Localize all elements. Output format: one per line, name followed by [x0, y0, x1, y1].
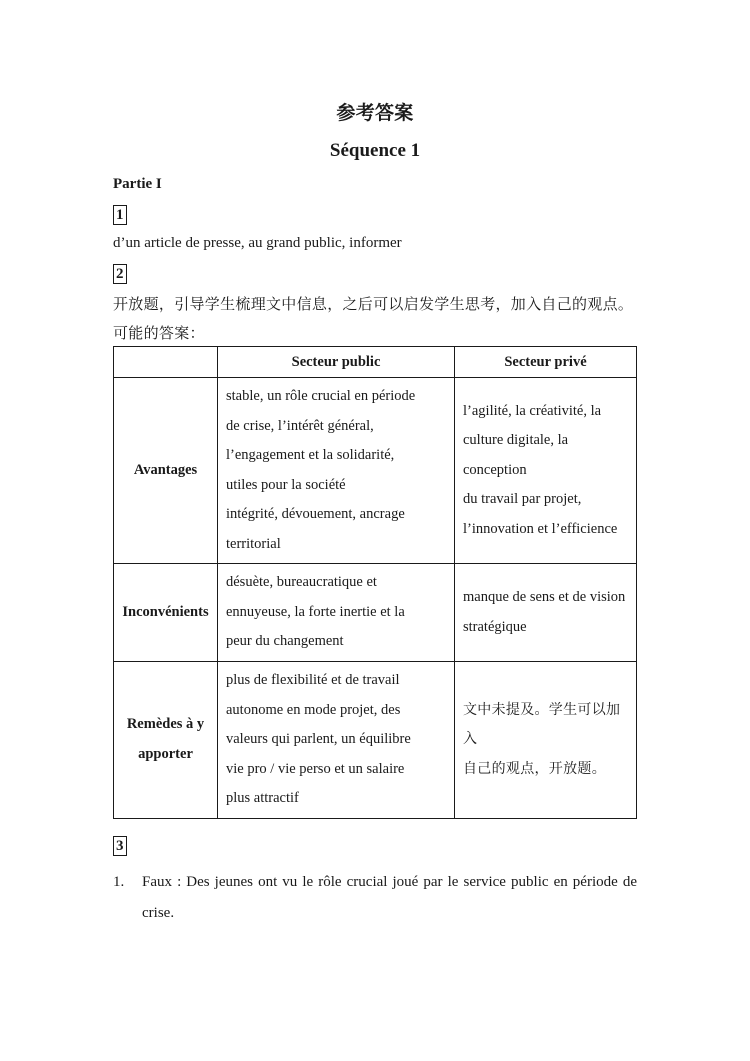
avantages-prive-cell [455, 378, 637, 564]
question-2-instruction: 开放题，引导学生梳理文中信息，之后可以启发学生思考，加入自己的观点。 [113, 295, 634, 313]
cell-line: peur du changement [226, 633, 344, 650]
cell-line: intégrité, dévouement, ancrage [226, 506, 405, 522]
cell-line: du travail par projet, [463, 491, 582, 508]
remedes-public-cell [218, 662, 455, 819]
table-row-inconvenients [114, 564, 637, 662]
item-text: Faux : Des jeunes ont vu le rôle crucial joué par le service public en période de crise. [142, 874, 637, 921]
comparison-table [113, 346, 637, 819]
row-label-line: Remèdes à y [126, 716, 205, 733]
row-label-avantages: Avantages [114, 378, 218, 564]
cell-line: l’innovation et l’efficience [463, 520, 618, 537]
cell-line: valeurs qui parlent, un équilibre [226, 731, 411, 747]
cell-line: de crise, l’intérêt général, [226, 417, 374, 434]
question-1-number: 1 [113, 205, 127, 225]
page-title: 参考答案 [336, 102, 414, 124]
table-row-avantages [114, 378, 637, 564]
cell-line: culture digitale, la conception [463, 432, 569, 478]
row-label-line: apporter [138, 745, 193, 762]
question-2-possible-answer: 可能的答案： [113, 324, 205, 342]
cell-line: stratégique [463, 618, 527, 635]
row-label-remedes [114, 662, 218, 819]
cell-line: 自己的观点，开放题。 [463, 760, 606, 777]
table-header-row [114, 347, 637, 378]
header-secteur-public: Secteur public [218, 347, 455, 378]
cell-line: autonome en mode projet, des [226, 701, 401, 718]
sequence-title: Séquence 1 [329, 140, 421, 161]
header-secteur-prive: Secteur privé [455, 347, 637, 378]
cell-line: stable, un rôle crucial en période [226, 388, 416, 404]
question-3-item-1 [113, 867, 637, 929]
table-corner-cell [114, 347, 218, 378]
table-row-remedes [114, 662, 637, 819]
question-2-number: 2 [113, 264, 127, 284]
question-1-answer: d’un article de presse, au grand public, informer [113, 235, 402, 251]
cell-line: vie pro / vie perso et un salaire [226, 760, 405, 777]
cell-line: 文中未提及。学生可以加入 [463, 701, 621, 747]
cell-line: l’agilité, la créativité, la [463, 402, 602, 419]
item-number: 1. [113, 874, 125, 890]
cell-line: plus de flexibilité et de travail [226, 672, 400, 688]
avantages-public-cell [218, 378, 455, 564]
cell-line: ennuyeuse, la forte inertie et la [226, 603, 405, 620]
partie-heading: Partie I [113, 176, 162, 192]
row-label-inconvenients: Inconvénients [114, 564, 218, 662]
remedes-prive-cell [455, 662, 637, 819]
question-3-number: 3 [113, 836, 127, 856]
cell-line: utiles pour la société [226, 476, 346, 493]
cell-line: l’engagement et la solidarité, [226, 447, 395, 463]
cell-line: plus attractif [226, 790, 299, 806]
inconvenients-prive-cell [455, 564, 637, 662]
cell-line: territorial [226, 535, 281, 552]
cell-line: manque de sens et de vision [463, 589, 626, 605]
cell-line: désuète, bureaucratique et [226, 574, 377, 591]
inconvenients-public-cell [218, 564, 455, 662]
